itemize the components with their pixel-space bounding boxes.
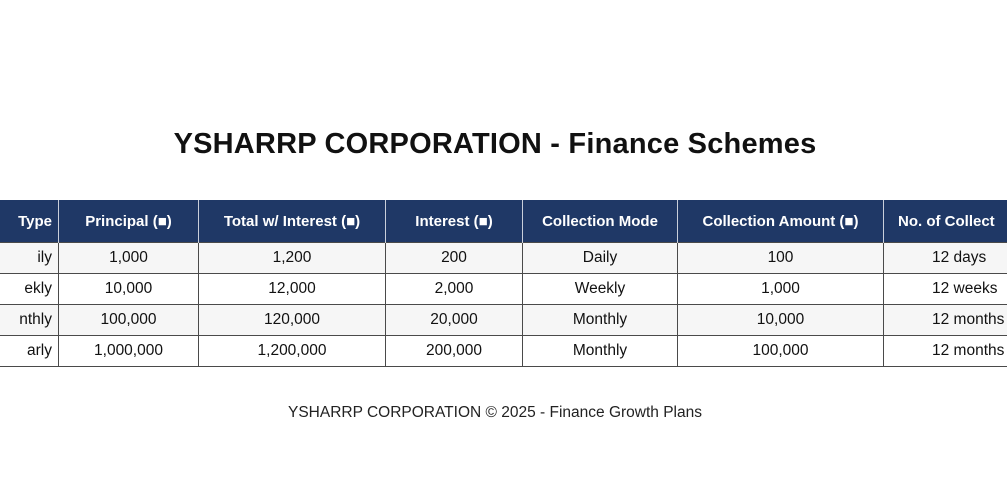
page-footer: YSHARRP CORPORATION © 2025 - Finance Growth Plans	[288, 404, 702, 421]
cell-collection-amount: 10,000	[678, 305, 884, 336]
cell-total-with-interest: 120,000	[199, 305, 386, 336]
column-header-principal: Principal (■)	[59, 200, 199, 243]
schemes-table	[0, 200, 1007, 367]
cell-type: ily	[0, 243, 59, 274]
table-row	[0, 336, 1007, 367]
cell-collection-mode: Weekly	[523, 274, 678, 305]
cell-interest: 2,000	[386, 274, 523, 305]
column-header-type: Type	[0, 200, 59, 243]
schemes-table-container	[0, 200, 1007, 367]
cell-principal: 100,000	[59, 305, 199, 336]
cell-principal: 1,000,000	[59, 336, 199, 367]
table-header-row	[0, 200, 1007, 243]
cell-collection-mode: Monthly	[523, 305, 678, 336]
cell-total-with-interest: 1,200	[199, 243, 386, 274]
column-header-total-with-interest: Total w/ Interest (■)	[199, 200, 386, 243]
cell-collection-amount: 100,000	[678, 336, 884, 367]
cell-number-of-collections: 12 months	[884, 305, 1007, 336]
column-header-collection-mode: Collection Mode	[523, 200, 678, 243]
cell-collection-amount: 1,000	[678, 274, 884, 305]
cell-number-of-collections: 12 months	[884, 336, 1007, 367]
column-header-number-of-collections: No. of Collect	[884, 200, 1007, 243]
table-row	[0, 243, 1007, 274]
cell-interest: 200	[386, 243, 523, 274]
cell-interest: 20,000	[386, 305, 523, 336]
cell-collection-amount: 100	[678, 243, 884, 274]
cell-type: arly	[0, 336, 59, 367]
cell-number-of-collections: 12 weeks	[884, 274, 1007, 305]
cell-type: ekly	[0, 274, 59, 305]
cell-total-with-interest: 12,000	[199, 274, 386, 305]
cell-principal: 10,000	[59, 274, 199, 305]
cell-interest: 200,000	[386, 336, 523, 367]
cell-collection-mode: Monthly	[523, 336, 678, 367]
page-title: YSHARRP CORPORATION - Finance Schemes	[173, 128, 817, 160]
cell-total-with-interest: 1,200,000	[199, 336, 386, 367]
column-header-collection-amount: Collection Amount (■)	[678, 200, 884, 243]
table-row	[0, 305, 1007, 336]
cell-principal: 1,000	[59, 243, 199, 274]
table-row	[0, 274, 1007, 305]
column-header-interest: Interest (■)	[386, 200, 523, 243]
cell-number-of-collections: 12 days	[884, 243, 1007, 274]
cell-type: nthly	[0, 305, 59, 336]
cell-collection-mode: Daily	[523, 243, 678, 274]
